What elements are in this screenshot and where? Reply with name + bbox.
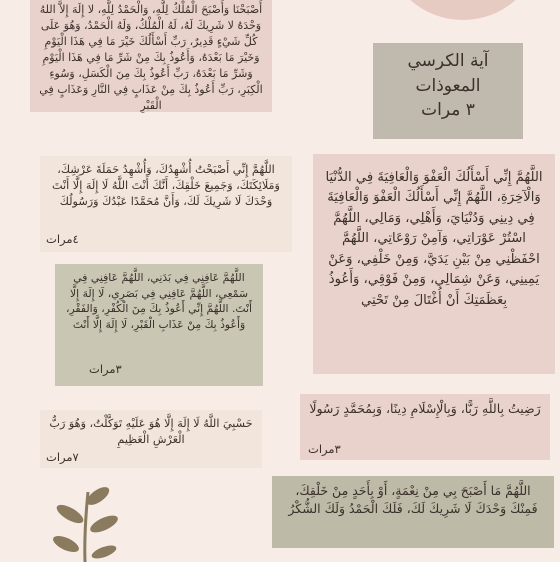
dhikr-text: اللَّهُمَّ إِنِّي أَسْأَلُكَ الْعَفْوَ وَالْعَافِيَةَ فِي الدُّنْيَا وَالْآخِرَةِ، اللَّهُمَّ إِنِّي أَسْأَلُكَ الْعَفْوَ وَالْعَافِيَةَ فِي دِينِي وَدُنْيَايَ، وَأَهْلِي، وَمَالِي، اللَّهُمَّ اسْتُرْ عَوْرَاتِي، وَآمِنْ رَوْعَاتِي، اللَّهُمَّ احْفَظْنِي مِنْ بَيْنِ يَدَيَّ، وَمِنْ خَلْفِي، وَعَنْ يَمِينِي، وَعَنْ شِمَالِي، وَمِنْ فَوْقِي، وَأَعُوذُ بِعَظَمَتِكَ أَنْ أُغْتَالَ مِنْ تَحْتِي: [325, 170, 543, 308]
title-card: [373, 43, 523, 139]
dhikr-card-hasbiyallah: [40, 410, 262, 468]
repeat-count: ٣مرات: [308, 442, 341, 457]
title-line-ayat-kursi: آية الكرسي: [407, 51, 489, 71]
dhikr-text: اللَّهُمَّ مَا أَصْبَحَ بِي مِنْ نِعْمَةٍ، أَوْ بِأَحَدٍ مِنْ خَلْقِكَ، فَمِنْكَ وَحْدَكَ لَا شَرِيكَ لَكَ، فَلَكَ الْحَمْدُ وَلَكَ الشُّكْرُ: [288, 483, 538, 517]
dhikr-card-morning: [30, 0, 272, 112]
dhikr-card-ushhiduk: [40, 156, 292, 252]
dhikr-text: اللَّهُمَّ عَافِنِي فِي بَدَنِي، اللَّهُمَّ عَافِنِي فِي سَمْعِي، اللَّهُمَّ عَافِنِي فِي بَصَرِي، لَا إِلَهَ إِلَّا أَنْتَ. اللَّهُمَّ إِنِّي أَعُوذُ بِكَ مِنَ الْكُفْرِ، وَالفَقْرِ، وَأَعُوذُ بِكَ مِنْ عَذَابِ الْقَبْرِ، لَا إِلَهَ إِلَّا أَنْتَ: [65, 271, 253, 331]
title-line-count: ٣ مرات: [421, 100, 475, 121]
repeat-count: ٤مرات: [46, 232, 79, 247]
repeat-count: ٧مرات: [46, 450, 79, 465]
dhikr-card-afiyah: [313, 154, 555, 374]
dhikr-card-raditu: [300, 394, 550, 460]
title-line-muawwidhat: المعوذات: [415, 75, 481, 96]
dhikr-text: رَضِيتُ بِاللَّهِ رَبًّا، وَبِالْإِسْلَامِ دِينًا، وَبِمُحَمَّدٍ رَسُولًا: [309, 401, 541, 416]
dhikr-card-nimah: [272, 476, 554, 548]
dhikr-card-afini: [55, 264, 263, 386]
dhikr-text: أَصْبَحْنَا وَأَصْبَحَ الْمُلْكُ لِلَّهِ، وَالْحَمْدُ لِلَّهِ، لا إِلَهَ إِلاَّ اللهُ وَحْدَهُ لا شَرِيكَ لَهُ، لَهُ الْمُلْكُ، وَلَهُ الْحَمْدُ، وَهُوَ عَلَى كُلِّ شَيْءٍ قَدِيرٌ، رَبِّ أَسْأَلُكَ خَيْرَ مَا فِي هَذَا الْيَوْمِ وَخَيْرَ مَا بَعْدَهُ، وَأَعُوذُ بِكَ مِنْ شَرِّ مَا فِي هَذَا الْيَوْمِ وَشَرِّ مَا بَعْدَهُ، رَبِّ أَعُوذُ بِكَ مِنَ الْكَسَلِ، وَسُوءِ الْكِبَرِ، رَبِّ أَعُوذُ بِكَ مِنْ عَذَابٍ فِي النَّارِ وَعَذَابٍ فِي الْقَبْرِ: [39, 3, 263, 112]
plant-leaf-icon: [40, 482, 130, 562]
dhikr-text: اللَّهُمَّ إِنِّي أَصْبَحْتُ أُشْهِدُكَ، وَأُشْهِدُ حَمَلَةَ عَرْشِكَ، وَمَلَائِكَتَكَ، وَجَمِيعَ خَلْقِكَ، أَنَّكَ أَنْتَ اللَّهُ لَا إِلَهَ إِلَّا أَنْتَ وَحْدَكَ لَا شَرِيكَ لَكَ، وَأَنَّ مُحَمَّدًا عَبْدُكَ وَرَسُولُكَ: [52, 163, 280, 209]
dhikr-text: حَسْبِيَ اللَّهُ لَا إِلَهَ إِلَّا هُوَ عَلَيْهِ تَوَكَّلْتُ، وَهُوَ رَبُّ الْعَرْشِ الْعَظِيمِ: [49, 417, 253, 447]
decorative-circle: [388, 0, 538, 20]
repeat-count: ٣مرات: [89, 362, 122, 377]
